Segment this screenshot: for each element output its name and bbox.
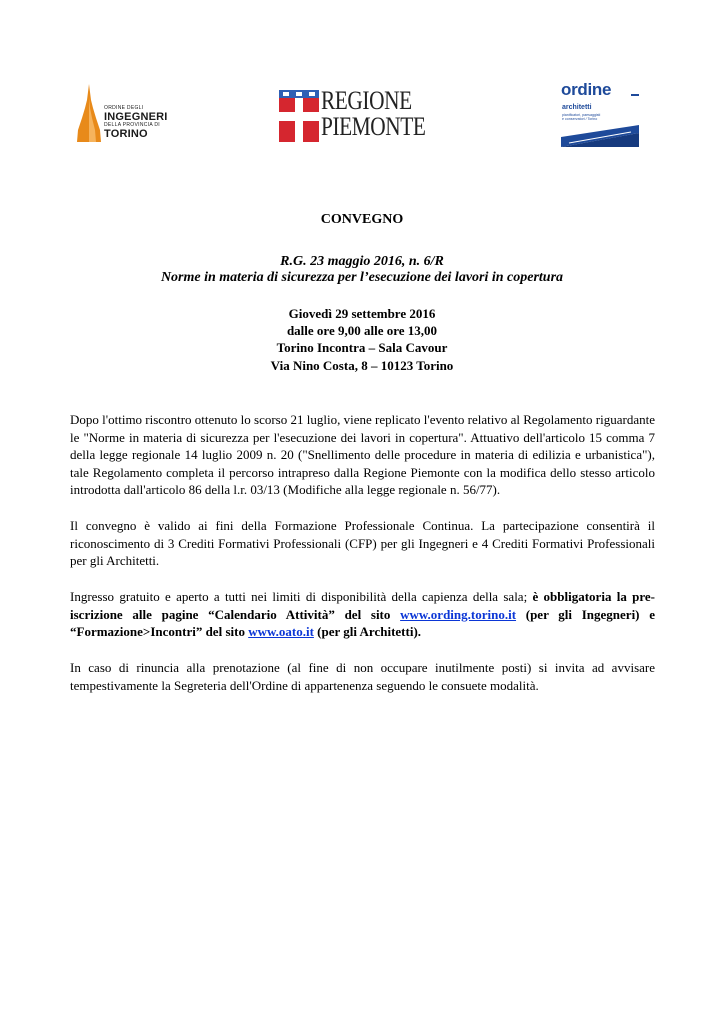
paragraph-cancellation: In caso di rinuncia alla prenotazione (al fine di non occupare inutilmente posti) si invita ad avvisare tempestivamente la Segreteria dell'Ordine di appartenenza seguendo le consuete modalità. — [70, 660, 655, 693]
ingegneri-line3: DELLA PROVINCIA DI — [104, 122, 160, 128]
architetti-logo-word: ordine — [561, 80, 612, 99]
registration-text: Ingresso gratuito e aperto a tutti nei limiti di disponibilità della capienza della sala; — [70, 589, 533, 604]
registration-bold-1: è obbligatoria la pre-iscrizione alle pagine “Calendario Attività” del sito — [70, 589, 655, 622]
registration-bold-3: (per gli Architetti). — [313, 624, 422, 639]
regione-line2: PIEMONTE — [321, 112, 426, 141]
paragraph-intro: Dopo l'ottimo riscontro ottenuto lo scorso 21 luglio, viene replicato l'evento relativo al Regolamento riguardante le "Norme in materia di sicurezza per l'esecuzione dei lavori in copertura". Attuativo dell'articolo 15 comma 7 della legge regionale 14 luglio 2009 n. 20 ("Snellimento delle procedure in materia di edilizia e urbanistica"), tale Regolamento completa il percorso intrapreso dalla Regione Piemonte con la modifica dello stesso articolo introdotta dall'articolo 86 della l.r. 03/13 (Modifiche alla legge regionale n. 56/77). — [70, 412, 655, 497]
regione-piemonte-logo — [277, 88, 459, 144]
page-title: CONVEGNO — [320, 212, 404, 227]
regione-line1: REGIONE — [321, 86, 412, 115]
ingegneri-line1: ORDINE DEGLI — [104, 105, 144, 111]
ording-link[interactable]: www.ording.torino.it — [400, 606, 517, 622]
paragraph-credits: Il convegno è valido ai fini della Formazione Professionale Continua. La partecipazione consentirà il riconoscimento di 3 Crediti Formativi Professionali (CFP) per gli Ingegneri e 4 Crediti Formativi Professionali per gli Architetti. — [70, 518, 655, 568]
event-time: dalle ore 9,00 alle ore 13,00 — [286, 323, 438, 338]
architetti-line2: pianificatori, paesaggisti — [562, 113, 601, 117]
architetti-line1: architetti — [562, 104, 592, 111]
architetti-logo — [561, 80, 651, 148]
subtitle-line2: Norme in materia di sicurezza per l’esecuzione dei lavori in copertura — [160, 270, 564, 285]
ingegneri-line4: TORINO — [104, 128, 148, 140]
architetti-mark-icon — [561, 125, 639, 147]
event-address: Via Nino Costa, 8 – 10123 Torino — [270, 358, 454, 373]
logo-underscore — [631, 94, 639, 96]
architetti-line3: e conservatori / Torino — [562, 117, 598, 122]
paragraph-registration — [70, 588, 655, 641]
mole-antonelliana-icon — [76, 84, 102, 142]
piemonte-shield-icon — [279, 90, 319, 142]
event-date: Giovedì 29 settembre 2016 — [288, 306, 436, 321]
event-venue: Torino Incontra – Sala Cavour — [276, 340, 448, 355]
oato-link[interactable]: www.oato.it — [248, 624, 314, 639]
subtitle-line1: R.G. 23 maggio 2016, n. 6/R — [280, 254, 444, 269]
registration-bold-2: (per gli Ingegneri) e “Formazione>Incontri” del sito — [70, 606, 655, 639]
ingegneri-line2: INGEGNERI — [104, 111, 168, 123]
ingegneri-logo — [76, 84, 201, 142]
